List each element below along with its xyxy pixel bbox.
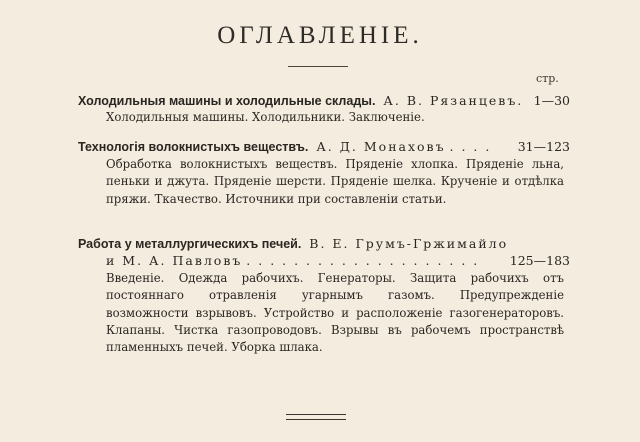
- toc-entry-3-heading-cont[interactable]: [106, 252, 570, 269]
- toc-entry-3-contents: Введеніе. Одежда рабочихъ. Генераторы. Защита рабочихъ отъ постояннаго отравленія угарнымъ газомъ. Предупрежденіе возможности взрывовъ. Устройство и расположеніе газогенераторовъ. Клапаны. Чистка газопроводовъ. Взрывы въ рабочемъ пространствѣ пламенныхъ печей. Уборка шлака.: [106, 271, 564, 355]
- bottom-double-rule: [286, 414, 346, 420]
- toc-entry-1-pages: 1—30: [533, 93, 570, 108]
- toc-entry-2-contents: Обработка волокнистыхъ веществъ. Пряденіе хлопка. Пряденіе льна, пеньки и джута. Пряденіе шерсти. Пряденіе шелка. Крученіе и отдѣлка пряжи. Ткачество. Источники при составленіи статьи.: [106, 157, 564, 206]
- toc-entry-3-heading[interactable]: [78, 235, 570, 253]
- toc-entry-3-author: В. Е. Грумъ-Гржимайло: [309, 236, 509, 251]
- toc-entry-2-pages: 31—123: [517, 139, 570, 154]
- pages-column-header: стр.: [536, 72, 559, 85]
- toc-entry-2-heading[interactable]: [78, 138, 570, 156]
- toc-entry-2-author: А. Д. Монаховъ: [316, 139, 446, 154]
- toc-entry-3-author2: и М. А. Павловъ: [106, 253, 243, 268]
- toc-entry-1-contents: Холодильныя машины. Холодильники. Заключеніе.: [106, 110, 425, 124]
- toc-entry-2-leader: . . . .: [449, 139, 492, 154]
- toc-entry-1-heading[interactable]: [78, 92, 570, 110]
- toc-entry-3-leader: . . . . . . . . . . . . . . . . . . . .: [246, 253, 480, 268]
- toc-entry-3-title: Работа у металлургическихъ печей.: [78, 237, 302, 251]
- page-title: ОГЛАВЛЕНІЕ.: [217, 22, 423, 49]
- toc-entry-3-pages: 125—183: [509, 253, 570, 268]
- toc-entry-2-title: Технологія волокнистыхъ веществъ.: [78, 140, 309, 154]
- toc-entry-1-title: Холодильныя машины и холодильные склады.: [78, 94, 376, 108]
- toc-entry-1-author: А. В. Рязанцевъ.: [383, 93, 524, 108]
- title-divider: [288, 66, 348, 67]
